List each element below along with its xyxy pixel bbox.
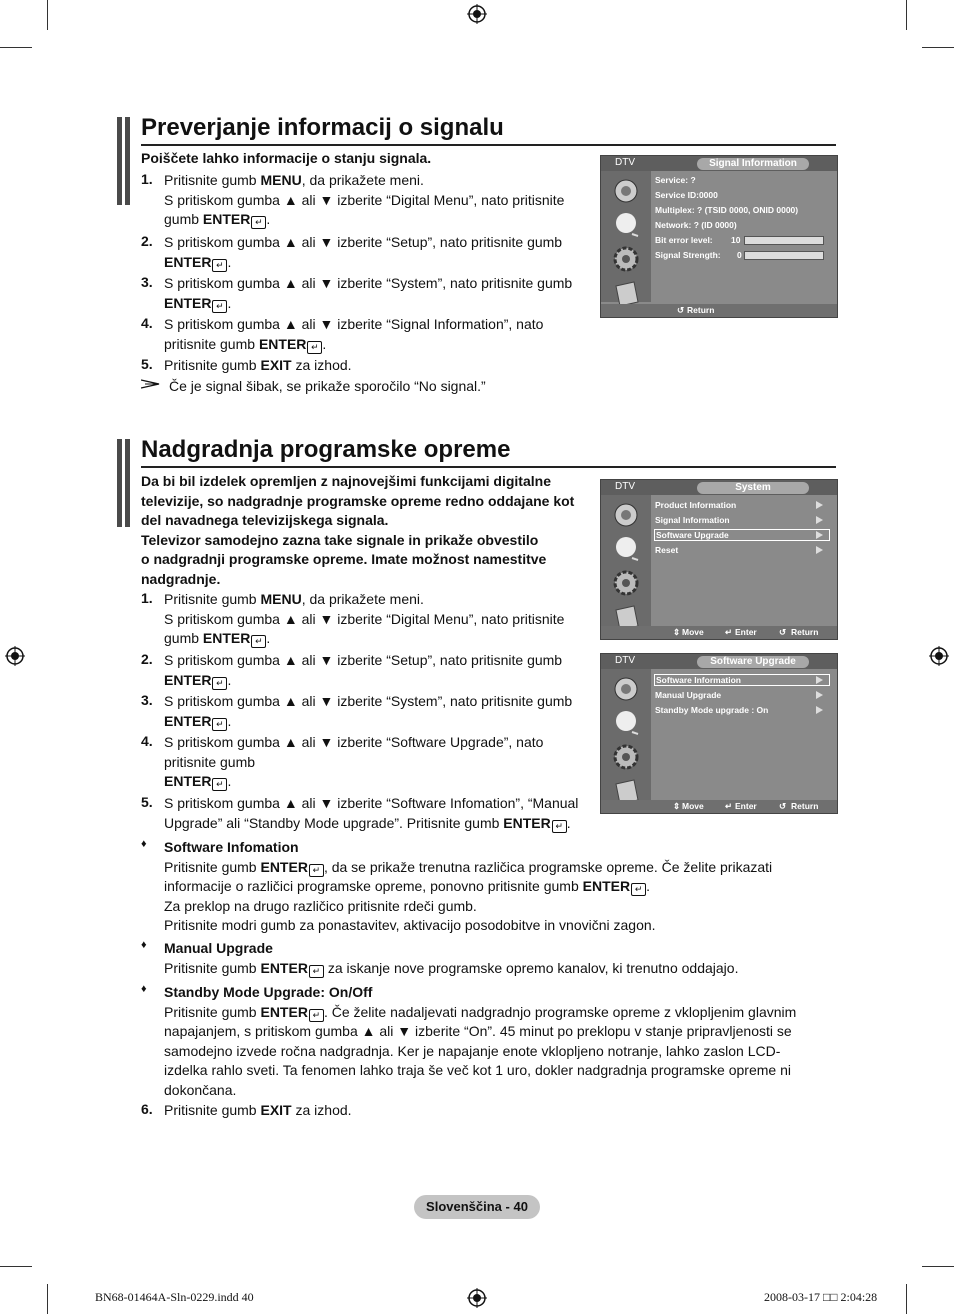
enter-label[interactable]: Enter: [735, 801, 757, 811]
step-text: Pritisnite gumb EXIT za izhod.: [164, 1102, 352, 1118]
menu-item-manual-upgrade[interactable]: Manual Upgrade: [655, 690, 722, 700]
signal-row: Network: ? (ID 0000): [655, 220, 737, 230]
heading-bars: [117, 117, 131, 205]
menu-icon-column: [601, 171, 651, 302]
step-text: S pritiskom gumba ▲ ali ▼ izberite “System”, nato pritisnite gumb ENTER ↵ .: [164, 275, 573, 311]
intro-upgrade: Da bi bil izdelek opremljen z najnovejšimi funkcijami digitalne televizije, so nadgradnje programske opreme redno oddajane kot del navadnega televizijskega signala. Televizor samodejno zazna take signale in prikaže obvestilo o nadgradnji programske opreme. Imate možnost namestitve nadgradnje.: [141, 473, 575, 587]
enter-icon: ↵: [631, 883, 646, 896]
crop-mark: [0, 47, 32, 48]
step-number: 1.: [141, 171, 153, 187]
intro-signal: Poiščete lahko informacije o stanju signala.: [141, 150, 432, 166]
enter-icon: ↵: [251, 635, 266, 648]
return-label[interactable]: Return: [687, 305, 715, 315]
step-number: 2.: [141, 233, 153, 249]
signal-row: Service ID:0000: [655, 190, 718, 200]
return-icon: ↺: [779, 801, 787, 811]
step-number: 1.: [141, 590, 153, 606]
picture-menu-icon[interactable]: [606, 174, 646, 208]
strength-value: 0: [737, 250, 742, 260]
enter-icon: ↵: [212, 718, 227, 731]
bullet-text: Software Infomation Pritisnite gumb ENTER ↵ , da se prikaže trenutna različica programske opreme. Če želite prikazati informacije o različici programske opreme, ponovno pritisnite gumb ENTER ↵ . Za preklop na drugo različico pritisnite rdeči gumb. Pritisnite modri gumb za ponastavitev, aktivacijo posodobitve in vnovični zagon.: [164, 839, 773, 933]
heading-rule: [141, 144, 836, 146]
bullet-diamond-icon: ♦: [141, 838, 147, 850]
ber-value: 10: [731, 235, 741, 245]
registration-mark-icon: [929, 646, 949, 666]
panel-title: Signal Information: [697, 158, 809, 170]
crop-mark: [906, 0, 907, 30]
menu-icon-column: [601, 669, 651, 800]
strength-bar: [744, 251, 824, 260]
step-number: 3.: [141, 274, 153, 290]
menu-item-software-information[interactable]: Software Information: [654, 674, 830, 686]
submenu-arrow-icon: [816, 516, 823, 524]
submenu-arrow-icon: [816, 501, 823, 509]
return-icon: ↺: [677, 305, 685, 315]
heading-bars: [117, 439, 131, 527]
step-text: Pritisnite gumb MENU, da prikažete meni. S pritiskom gumba ▲ ali ▼ izberite “Digital Menu”, nato pritisnite gumb ENTER ↵ .: [164, 591, 565, 646]
crop-mark: [922, 1266, 954, 1267]
submenu-arrow-icon: [816, 691, 823, 699]
panel-title: System: [697, 482, 809, 494]
dtv-label: DTV: [615, 157, 635, 168]
move-icon: ⇕: [673, 801, 681, 811]
step-number: 6.: [141, 1101, 153, 1117]
registration-mark-icon: [467, 1288, 487, 1308]
step-text: S pritiskom gumba ▲ ali ▼ izberite “Setup”, nato pritisnite gumb ENTER ↵ .: [164, 234, 563, 270]
bullet-diamond-icon: ♦: [141, 939, 147, 951]
enter-icon: ↵: [725, 627, 733, 637]
page-number-badge: Slovenščina - 40: [414, 1195, 540, 1219]
note-arrow-icon: [141, 379, 161, 389]
step-text: S pritiskom gumba ▲ ali ▼ izberite “Setup”, nato pritisnite gumb ENTER ↵ .: [164, 652, 563, 688]
step-text: S pritiskom gumba ▲ ali ▼ izberite “Software Infomation”, “Manual Upgrade” ali “Standby Mode upgrade”. Pritisnite gumb ENTER ↵ .: [164, 795, 579, 831]
enter-icon: ↵: [212, 259, 227, 272]
crop-mark: [47, 1284, 48, 1314]
return-icon: ↺: [779, 627, 787, 637]
date-slug: 2008-03-17 □□ 2:04:28: [764, 1290, 878, 1304]
step-text: S pritiskom gumba ▲ ali ▼ izberite “Software Upgrade”, nato pritisnite gumb ENTER ↵ .: [164, 734, 544, 789]
registration-mark-icon: [5, 646, 25, 666]
crop-mark: [922, 47, 954, 48]
menu-item-reset[interactable]: Reset: [655, 545, 679, 555]
registration-mark-icon: [467, 4, 487, 24]
signal-info-panel: [600, 155, 838, 318]
sound-menu-icon[interactable]: [606, 532, 646, 566]
dtv-label: DTV: [615, 655, 635, 666]
sound-menu-icon[interactable]: [606, 208, 646, 242]
ber-bar: [744, 236, 824, 245]
crop-mark: [906, 1284, 907, 1314]
enter-icon: ↵: [309, 1009, 324, 1022]
section-title-upgrade: Nadgradnja programske opreme: [141, 436, 511, 463]
section-title-signal: Preverjanje informacij o signalu: [141, 114, 504, 141]
picture-menu-icon[interactable]: [606, 672, 646, 706]
submenu-arrow-icon: [816, 546, 823, 554]
step-text: Pritisnite gumb MENU, da prikažete meni. S pritiskom gumba ▲ ali ▼ izberite “Digital Menu”, nato pritisnite gumb ENTER ↵ .: [164, 172, 565, 227]
crop-mark: [47, 0, 48, 30]
enter-icon: ↵: [552, 820, 567, 833]
return-label[interactable]: Return: [791, 801, 819, 811]
step-text: Pritisnite gumb EXIT za izhod.: [164, 357, 352, 373]
submenu-arrow-icon: [816, 676, 823, 684]
menu-item-product-information[interactable]: Product Information: [655, 500, 737, 510]
move-label: Move: [682, 627, 704, 637]
menu-icon-column: [601, 495, 651, 626]
step-text: S pritiskom gumba ▲ ali ▼ izberite “Signal Information”, nato pritisnite gumb ENTER ↵ .: [164, 316, 544, 352]
signal-row: Multiplex: ? (TSID 0000, ONID 0000): [655, 205, 799, 215]
submenu-arrow-icon: [816, 706, 823, 714]
signal-row: Service: ?: [655, 175, 696, 185]
step-number: 2.: [141, 651, 153, 667]
bullet-text: Manual Upgrade Pritisnite gumb ENTER ↵ za iskanje nove programske opremo kanalov, ki trenutno oddajajo.: [164, 940, 739, 976]
step-number: 4.: [141, 733, 153, 749]
strength-label: Signal Strength:: [655, 250, 721, 260]
heading-rule: [141, 466, 836, 468]
bullet-text: Standby Mode Upgrade: On/Off Pritisnite gumb ENTER ↵ . Če želite nadaljevati nadgradnjo programske opreme z vklopljenim glavnim napajanjem, s pritiskom gumba ▲ ali ▼ izberite “On”. 45 minut po preklopu v stanje pripravljenosti se samodejno izvede ročna nadgradnja. Ker je napajanje enote vklopljeno notranje, lahko zaslon LCD- izdelka rahlo sveti. Ta fenomen lahko traja še več kot 1 uro, dokler nadgradnja programske opreme ni dokončana.: [164, 984, 797, 1098]
step-number: 4.: [141, 315, 153, 331]
enter-label[interactable]: Enter: [735, 627, 757, 637]
enter-icon: ↵: [309, 965, 324, 978]
enter-icon: ↵: [212, 677, 227, 690]
picture-menu-icon[interactable]: [606, 498, 646, 532]
submenu-arrow-icon: [816, 531, 823, 539]
enter-icon: ↵: [309, 864, 324, 877]
menu-item-software-upgrade[interactable]: Software Upgrade: [654, 529, 830, 541]
move-label: Move: [682, 801, 704, 811]
step-number: 5.: [141, 794, 153, 810]
enter-icon: ↵: [725, 801, 733, 811]
menu-item-signal-information[interactable]: Signal Information: [655, 515, 730, 525]
crop-mark: [0, 1266, 32, 1267]
system-panel: [600, 479, 838, 640]
dtv-label: DTV: [615, 481, 635, 492]
setup-gear-icon[interactable]: [606, 242, 646, 276]
enter-icon: ↵: [307, 341, 322, 354]
step-text: S pritiskom gumba ▲ ali ▼ izberite “System”, nato pritisnite gumb ENTER ↵ .: [164, 693, 573, 729]
ber-label: Bit error level:: [655, 235, 713, 245]
note-text: Če je signal šibak, se prikaže sporočilo “No signal.”: [169, 378, 486, 394]
menu-item-standby-upgrade[interactable]: Standby Mode upgrade : On: [655, 705, 769, 715]
sound-menu-icon[interactable]: [606, 706, 646, 740]
panel-title: Software Upgrade: [697, 656, 809, 668]
enter-icon: ↵: [212, 300, 227, 313]
step-number: 5.: [141, 356, 153, 372]
bullet-diamond-icon: ♦: [141, 983, 147, 995]
setup-gear-icon[interactable]: [606, 566, 646, 600]
enter-icon: ↵: [212, 778, 227, 791]
file-slug: BN68-01464A-Sln-0229.indd 40: [95, 1290, 254, 1304]
step-number: 3.: [141, 692, 153, 708]
return-label[interactable]: Return: [791, 627, 819, 637]
software-upgrade-panel: [600, 653, 838, 814]
move-icon: ⇕: [673, 627, 681, 637]
setup-gear-icon[interactable]: [606, 740, 646, 774]
enter-icon: ↵: [251, 216, 266, 229]
